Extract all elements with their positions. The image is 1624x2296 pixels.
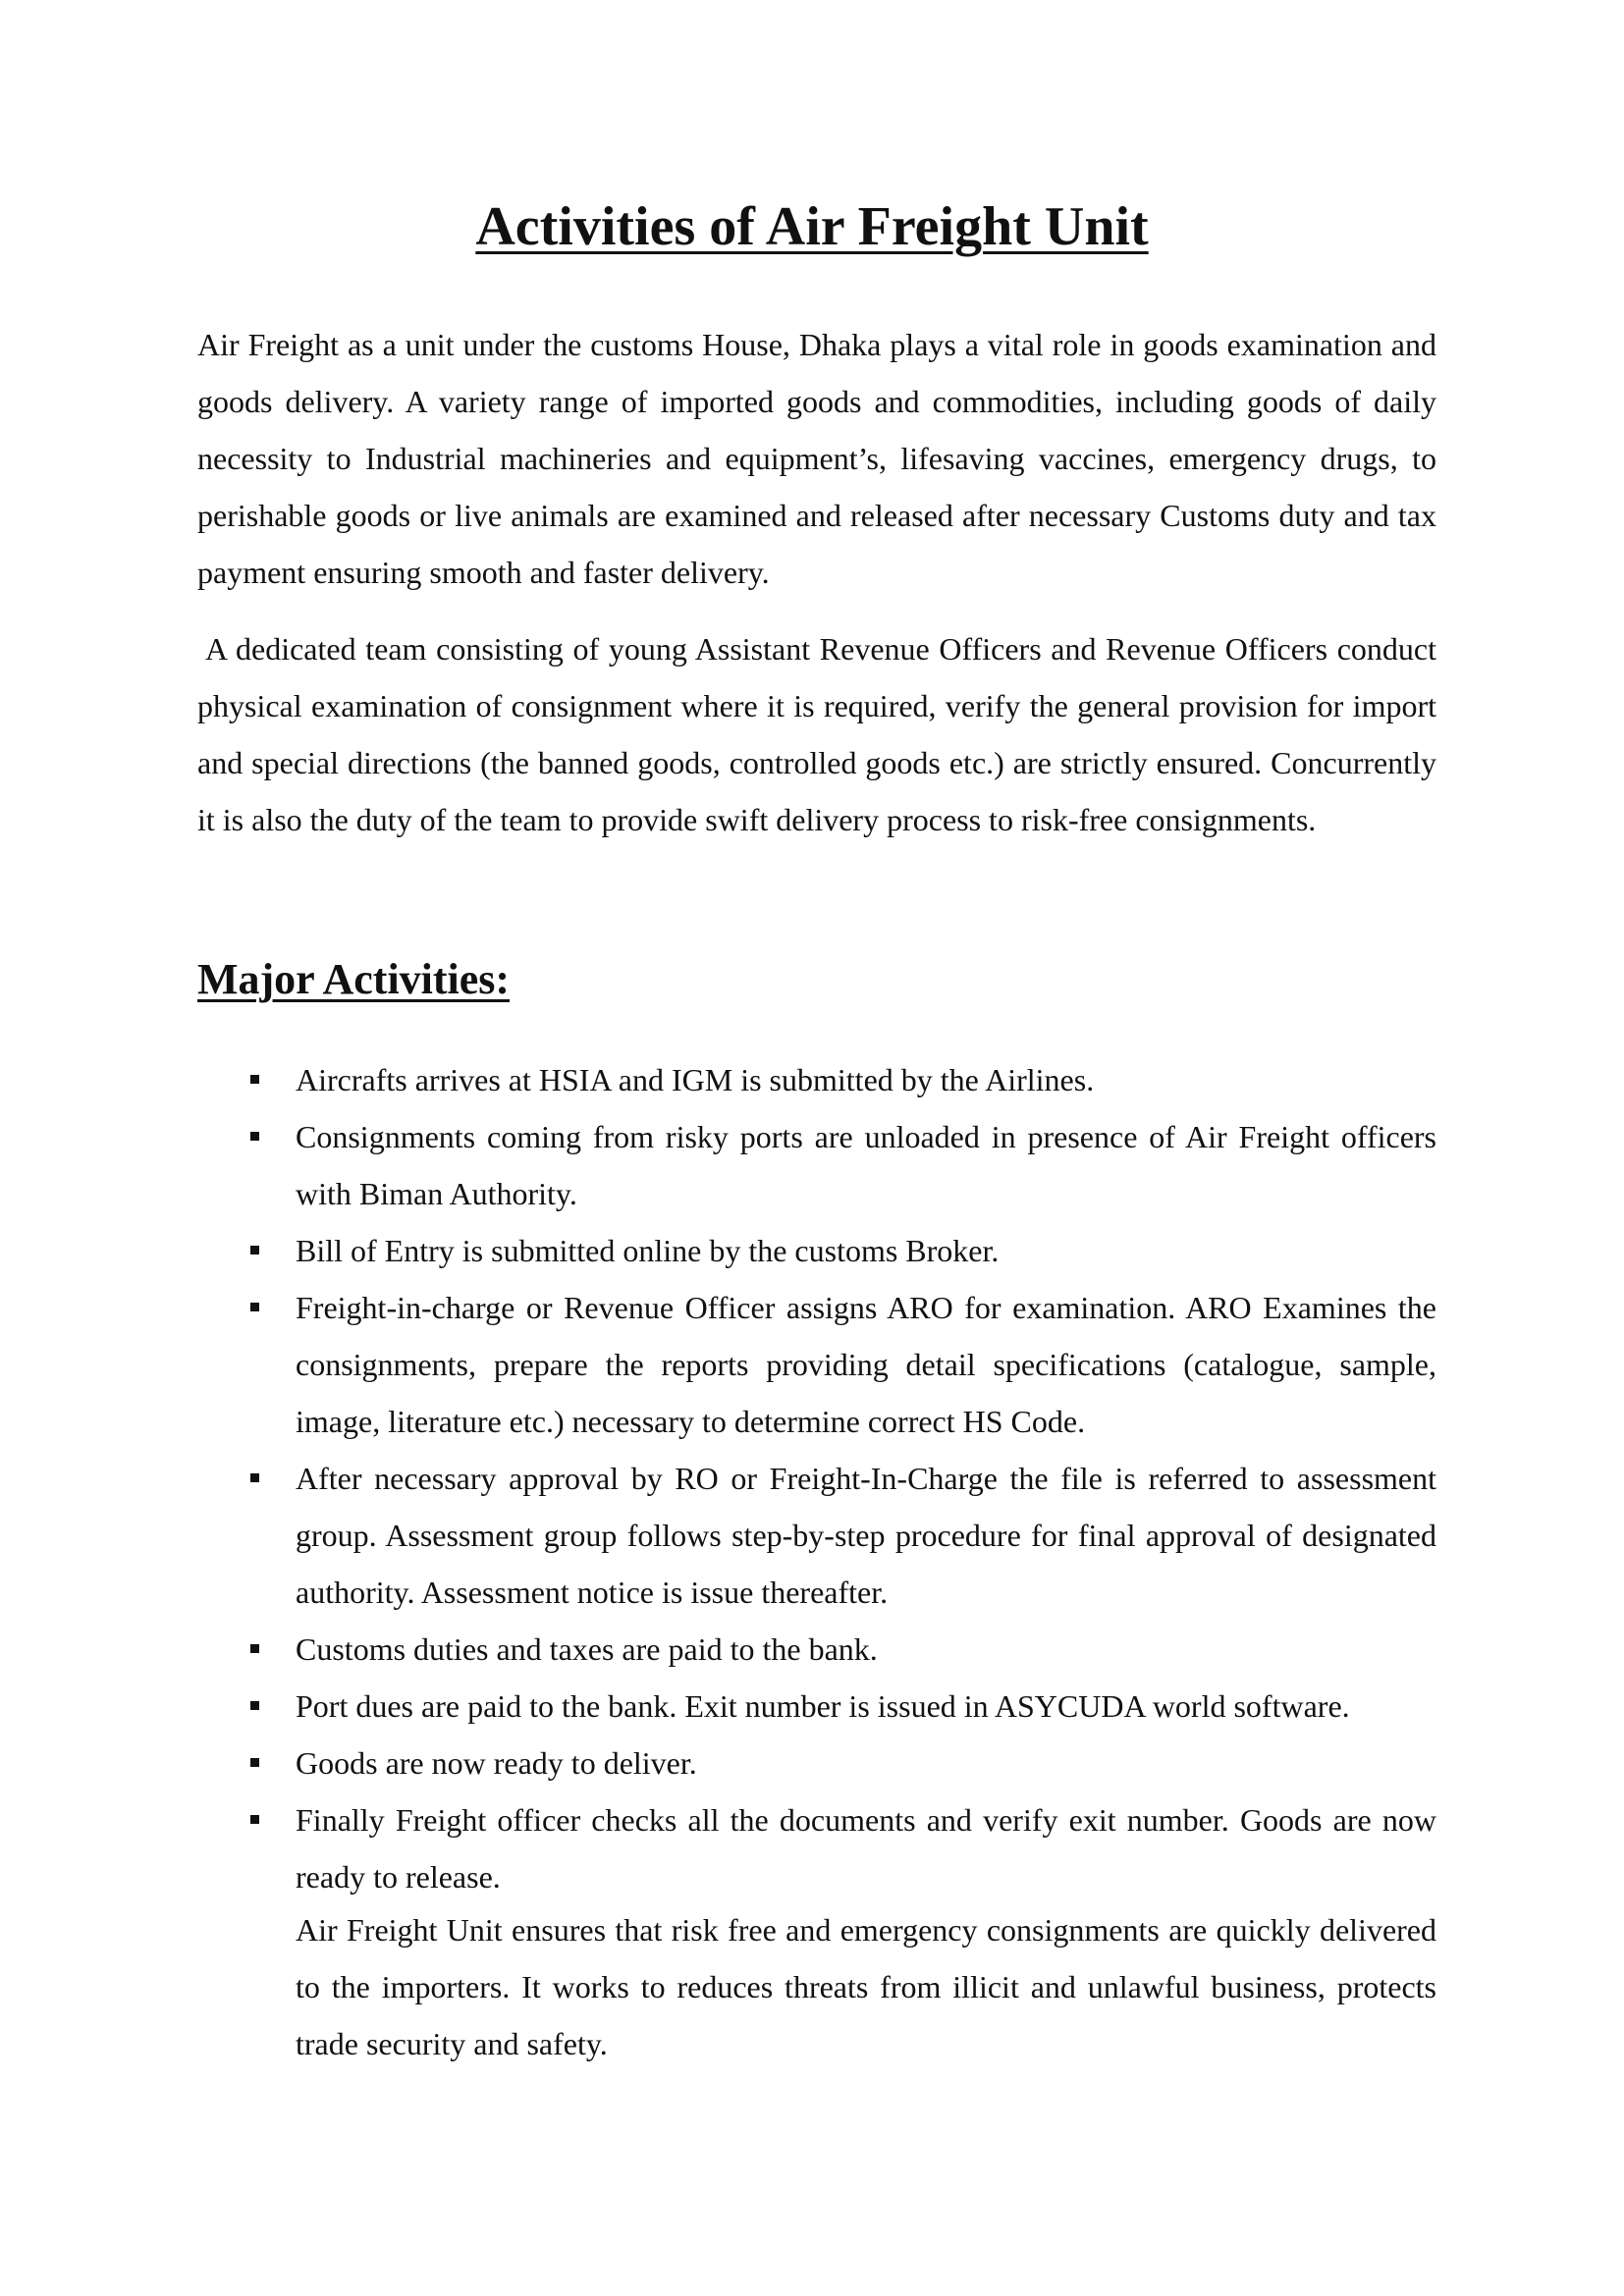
square-bullet-icon xyxy=(250,1132,259,1141)
list-item xyxy=(296,1735,1436,1791)
list-item xyxy=(296,1051,1436,1108)
list-item-text: Goods are now ready to deliver. xyxy=(296,1745,697,1781)
intro-paragraph: Air Freight as a unit under the customs House, Dhaka plays a vital role in goods examination and goods delivery. A variety range of imported goods and commodities, including goods of daily necessity to Industrial machineries and equipment’s, lifesaving vaccines, emergency drugs, to perishable goods or live animals are examined and released after necessary Customs duty and tax payment ensuring smooth and faster delivery. xyxy=(197,327,1436,590)
list-item-text: Aircrafts arrives at HSIA and IGM is submitted by the Airlines. xyxy=(296,1062,1095,1097)
list-item xyxy=(296,1108,1436,1222)
square-bullet-icon xyxy=(250,1303,259,1311)
list-item xyxy=(296,1791,1436,1905)
section-heading: Major Activities: xyxy=(197,955,511,1003)
team-paragraph: A dedicated team consisting of young Assistant Revenue Officers and Revenue Officers conduct physical examination of consignment where it is required, verify the general provision for import and special directions (the banned goods, controlled goods etc.) are strictly ensured. Concurrently it is also the duty of the team to provide swift delivery process to risk-free consignments. xyxy=(197,631,1436,837)
activities-list xyxy=(296,1051,1436,1905)
square-bullet-icon xyxy=(250,1701,259,1710)
list-item xyxy=(296,1621,1436,1678)
square-bullet-icon xyxy=(250,1758,259,1767)
square-bullet-icon xyxy=(250,1815,259,1824)
square-bullet-icon xyxy=(250,1246,259,1255)
list-item-text: Port dues are paid to the bank. Exit number is issued in ASYCUDA world software. xyxy=(296,1688,1350,1724)
list-item xyxy=(296,1450,1436,1621)
list-item-text: Customs duties and taxes are paid to the bank. xyxy=(296,1631,878,1667)
list-item-text: Freight-in-charge or Revenue Officer assigns ARO for examination. ARO Examines the consignments, prepare the reports providing detail specifications (catalogue, sample, image, literature etc.) necessary to determine correct HS Code. xyxy=(296,1290,1436,1439)
list-item xyxy=(296,1279,1436,1450)
closing-paragraph: Air Freight Unit ensures that risk free and emergency consignments are quickly delivered to the importers. It works to reduces threats from illicit and unlawful business, protects trade security and safety. xyxy=(296,1912,1436,2061)
square-bullet-icon xyxy=(250,1075,259,1084)
square-bullet-icon xyxy=(250,1473,259,1482)
list-item-text: After necessary approval by RO or Freight-In-Charge the file is referred to assessment group. Assessment group follows step-by-step procedure for final approval of designated authority. Assessment notice is issue thereafter. xyxy=(296,1461,1436,1610)
page-title: Activities of Air Freight Unit xyxy=(475,196,1149,257)
square-bullet-icon xyxy=(250,1644,259,1653)
list-item xyxy=(296,1678,1436,1735)
list-item-text: Finally Freight officer checks all the documents and verify exit number. Goods are now ready to release. xyxy=(296,1802,1436,1895)
list-item xyxy=(296,1222,1436,1279)
list-item-text: Consignments coming from risky ports are unloaded in presence of Air Freight officers with Biman Authority. xyxy=(296,1119,1436,1211)
list-item-text: Bill of Entry is submitted online by the customs Broker. xyxy=(296,1233,1000,1268)
